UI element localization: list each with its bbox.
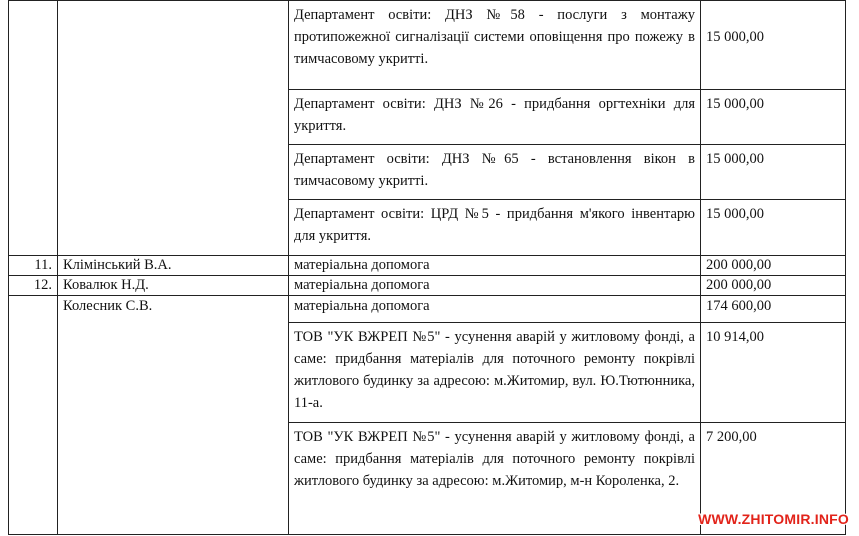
table-row [9,296,846,323]
amount-cell [701,200,846,256]
recipient-name-cell: Клімінський В.А. [58,256,289,276]
row-number-cell: 11. [9,256,58,276]
amount-text: 15 000,00 [706,29,764,45]
amount-text: 15 000,00 [706,96,764,112]
row-number-cell [9,296,58,535]
amount-text: 10 914,00 [706,329,764,345]
row-number-cell: 12. [9,276,58,296]
amount-text: 15 000,00 [706,206,764,222]
description-text: Департамент освіти: ЦРД №5 - придбання м'якого інвентарю для укриття. [294,206,695,244]
table-row [9,276,846,296]
description-cell [289,1,701,90]
description-cell [289,145,701,200]
description-text: Департамент освіти: ДНЗ №26 - придбання оргтехніки для укриття. [294,96,695,134]
description-cell: матеріальна допомога [289,256,701,276]
recipient-name-cell: Колесник С.В. [58,296,289,535]
amount-cell [701,90,846,145]
description-cell [289,90,701,145]
description-text: ТОВ "УК ВЖРЕП №5" - усунення аварій у житловому фонді, а саме: придбання матеріалів для поточного ремонту покрівлі житлового будинку за адресою: м.Житомир, м-н Короленка, 2. [294,429,695,489]
description-cell [289,323,701,423]
amount-text: 7 200,00 [706,429,757,445]
description-cell: матеріальна допомога [289,276,701,296]
amount-text: 15 000,00 [706,151,764,167]
description-cell [289,200,701,256]
allocation-table [8,0,846,535]
table-row [9,1,846,90]
amount-cell: 174 600,00 [701,296,846,323]
description-cell: матеріальна допомога [289,296,701,323]
description-text: ТОВ "УК ВЖРЕП №5" - усунення аварій у житловому фонді, а саме: придбання матеріалів для поточного ремонту покрівлі житлового будинку за адресою: м.Житомир, вул. Ю.Тютюнника, 11-а. [294,329,695,411]
table-row [9,256,846,276]
recipient-name-cell [58,1,289,256]
recipient-name-cell: Ковалюк Н.Д. [58,276,289,296]
description-text: Департамент освіти: ДНЗ №58 - послуги з монтажу протипожежної сигналізації системи оповіщення про пожежу в тимчасовому укритті. [294,7,695,67]
site-watermark: WWW.ZHITOMIR.INFO [698,511,849,527]
description-cell [289,423,701,535]
amount-cell: 200 000,00 [701,276,846,296]
amount-cell [701,1,846,90]
row-number-cell [9,1,58,256]
amount-cell [701,145,846,200]
amount-cell [701,323,846,423]
amount-cell: 200 000,00 [701,256,846,276]
description-text: Департамент освіти: ДНЗ №65 - встановлення вікон в тимчасовому укритті. [294,151,695,189]
